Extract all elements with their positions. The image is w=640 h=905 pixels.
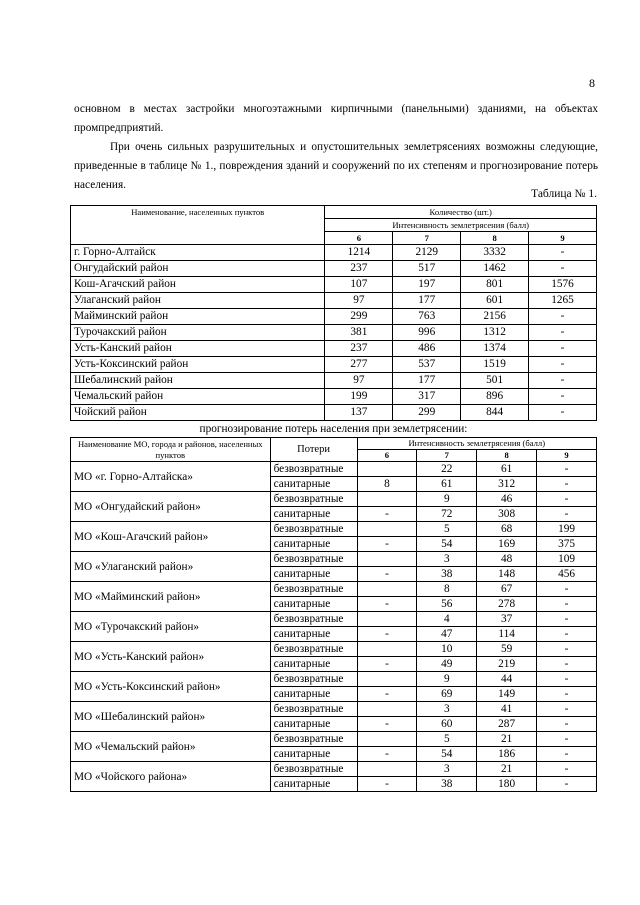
table-row bbox=[71, 522, 597, 537]
loss-type-irrevocable: безвозвратные bbox=[270, 762, 357, 777]
building-count-cell: 3332 bbox=[461, 245, 529, 261]
building-count-cell: 1519 bbox=[461, 357, 529, 373]
building-count-cell: 844 bbox=[461, 405, 529, 421]
intensity-header-cell: 9 bbox=[529, 232, 597, 245]
building-count-cell: 177 bbox=[393, 293, 461, 309]
table-row bbox=[71, 325, 597, 341]
irrevocable-loss-cell bbox=[357, 672, 417, 687]
loss-type-irrevocable: безвозвратные bbox=[270, 552, 357, 567]
building-count-cell: 1312 bbox=[461, 325, 529, 341]
sanitary-loss-cell: - bbox=[537, 507, 597, 522]
sanitary-loss-cell: - bbox=[537, 657, 597, 672]
irrevocable-loss-cell bbox=[357, 642, 417, 657]
irrevocable-loss-cell: 59 bbox=[477, 642, 537, 657]
irrevocable-loss-cell bbox=[357, 552, 417, 567]
irrevocable-loss-cell: 37 bbox=[477, 612, 537, 627]
irrevocable-loss-cell: 3 bbox=[417, 762, 477, 777]
building-count-cell: 1462 bbox=[461, 261, 529, 277]
building-count-cell: 299 bbox=[393, 405, 461, 421]
building-count-cell: - bbox=[529, 357, 597, 373]
irrevocable-loss-cell: - bbox=[537, 762, 597, 777]
sanitary-loss-cell: 308 bbox=[477, 507, 537, 522]
header-losses: Потери bbox=[270, 438, 357, 462]
table-row bbox=[71, 702, 597, 717]
building-count-cell: 237 bbox=[325, 261, 393, 277]
building-count-cell: - bbox=[529, 325, 597, 341]
sanitary-loss-cell: 8 bbox=[357, 477, 417, 492]
sanitary-loss-cell: 186 bbox=[477, 747, 537, 762]
irrevocable-loss-cell: - bbox=[537, 702, 597, 717]
irrevocable-loss-cell: 9 bbox=[417, 492, 477, 507]
table1-caption: Таблица № 1. bbox=[531, 188, 597, 200]
sanitary-loss-cell: - bbox=[357, 657, 417, 672]
sanitary-loss-cell: 287 bbox=[477, 717, 537, 732]
sanitary-loss-cell: - bbox=[357, 567, 417, 582]
irrevocable-loss-cell bbox=[357, 762, 417, 777]
sanitary-loss-cell: - bbox=[537, 777, 597, 792]
mo-name: МО «Майминский район» bbox=[71, 582, 271, 612]
mo-name: МО «Усть-Коксинский район» bbox=[71, 672, 271, 702]
building-count-cell: 801 bbox=[461, 277, 529, 293]
irrevocable-loss-cell: 10 bbox=[417, 642, 477, 657]
settlement-name: Чемальский район bbox=[71, 389, 325, 405]
building-count-cell: - bbox=[529, 405, 597, 421]
irrevocable-loss-cell: 21 bbox=[477, 732, 537, 747]
irrevocable-loss-cell: 3 bbox=[417, 552, 477, 567]
loss-type-irrevocable: безвозвратные bbox=[270, 462, 357, 477]
header-quantity: Количество (шт.) bbox=[325, 206, 597, 219]
sanitary-loss-cell: 312 bbox=[477, 477, 537, 492]
sanitary-loss-cell: - bbox=[537, 747, 597, 762]
building-count-cell: 237 bbox=[325, 341, 393, 357]
building-count-cell: 537 bbox=[393, 357, 461, 373]
irrevocable-loss-cell: - bbox=[537, 492, 597, 507]
sanitary-loss-cell: - bbox=[537, 687, 597, 702]
intensity-header-cell: 8 bbox=[461, 232, 529, 245]
building-count-cell: 501 bbox=[461, 373, 529, 389]
building-count-cell: 517 bbox=[393, 261, 461, 277]
irrevocable-loss-cell bbox=[357, 522, 417, 537]
table-row bbox=[71, 309, 597, 325]
irrevocable-loss-cell bbox=[357, 732, 417, 747]
irrevocable-loss-cell: 22 bbox=[417, 462, 477, 477]
intensity-header-cell: 6 bbox=[357, 450, 417, 462]
sanitary-loss-cell: 49 bbox=[417, 657, 477, 672]
loss-type-sanitary: санитарные bbox=[270, 627, 357, 642]
building-count-cell: 317 bbox=[393, 389, 461, 405]
irrevocable-loss-cell: 3 bbox=[417, 702, 477, 717]
header-intensity-2: Интенсивность землетрясения (балл) bbox=[357, 438, 596, 450]
building-count-cell: 299 bbox=[325, 309, 393, 325]
mo-name: МО «Улаганский район» bbox=[71, 552, 271, 582]
header-intensity: Интенсивность землетрясения (балл) bbox=[325, 219, 597, 232]
sanitary-loss-cell: - bbox=[357, 747, 417, 762]
building-count-cell: 1576 bbox=[529, 277, 597, 293]
irrevocable-loss-cell: - bbox=[537, 672, 597, 687]
table-row bbox=[71, 552, 597, 567]
building-count-cell: 2129 bbox=[393, 245, 461, 261]
table-row bbox=[71, 462, 597, 477]
sanitary-loss-cell: 114 bbox=[477, 627, 537, 642]
loss-type-sanitary: санитарные bbox=[270, 597, 357, 612]
settlement-name: Чойский район bbox=[71, 405, 325, 421]
intensity-header-cell: 7 bbox=[393, 232, 461, 245]
irrevocable-loss-cell bbox=[357, 702, 417, 717]
sanitary-loss-cell: - bbox=[357, 717, 417, 732]
header-mo: Наименование МО, города и районов, населенных пунктов bbox=[71, 438, 271, 462]
building-count-cell: - bbox=[529, 245, 597, 261]
irrevocable-loss-cell: - bbox=[537, 642, 597, 657]
mo-name: МО «Шебалинский район» bbox=[71, 702, 271, 732]
settlement-name: Майминский район bbox=[71, 309, 325, 325]
buildings-damage-table bbox=[70, 205, 597, 421]
irrevocable-loss-cell: 41 bbox=[477, 702, 537, 717]
sanitary-loss-cell: - bbox=[357, 597, 417, 612]
sanitary-loss-cell: - bbox=[357, 777, 417, 792]
table-row bbox=[71, 582, 597, 597]
mo-name: МО «Онгудайский район» bbox=[71, 492, 271, 522]
sanitary-loss-cell: - bbox=[357, 507, 417, 522]
irrevocable-loss-cell: 61 bbox=[477, 462, 537, 477]
irrevocable-loss-cell bbox=[357, 462, 417, 477]
loss-type-sanitary: санитарные bbox=[270, 567, 357, 582]
loss-type-irrevocable: безвозвратные bbox=[270, 582, 357, 597]
building-count-cell: 486 bbox=[393, 341, 461, 357]
table-row bbox=[71, 341, 597, 357]
loss-type-sanitary: санитарные bbox=[270, 717, 357, 732]
settlement-name: Усть-Коксинский район bbox=[71, 357, 325, 373]
irrevocable-loss-cell: - bbox=[537, 732, 597, 747]
building-count-cell: 97 bbox=[325, 373, 393, 389]
building-count-cell: 763 bbox=[393, 309, 461, 325]
building-count-cell: 381 bbox=[325, 325, 393, 341]
loss-type-sanitary: санитарные bbox=[270, 477, 357, 492]
table-row bbox=[71, 612, 597, 627]
table-row bbox=[71, 245, 597, 261]
irrevocable-loss-cell: 4 bbox=[417, 612, 477, 627]
page-number: 8 bbox=[589, 76, 595, 90]
irrevocable-loss-cell: 48 bbox=[477, 552, 537, 567]
loss-type-irrevocable: безвозвратные bbox=[270, 702, 357, 717]
irrevocable-loss-cell: 5 bbox=[417, 732, 477, 747]
table-row bbox=[71, 277, 597, 293]
building-count-cell: 1214 bbox=[325, 245, 393, 261]
irrevocable-loss-cell: 8 bbox=[417, 582, 477, 597]
settlement-name: Усть-Канский район bbox=[71, 341, 325, 357]
sanitary-loss-cell: - bbox=[357, 627, 417, 642]
settlement-name: Улаганский район bbox=[71, 293, 325, 309]
sanitary-loss-cell: 60 bbox=[417, 717, 477, 732]
irrevocable-loss-cell: 67 bbox=[477, 582, 537, 597]
loss-type-sanitary: санитарные bbox=[270, 747, 357, 762]
header-settlement: Наименование, населенных пунктов bbox=[71, 206, 325, 245]
intensity-header-cell: 6 bbox=[325, 232, 393, 245]
table-row bbox=[71, 293, 597, 309]
sanitary-loss-cell: 375 bbox=[537, 537, 597, 552]
sanitary-loss-cell: - bbox=[537, 627, 597, 642]
building-count-cell: 996 bbox=[393, 325, 461, 341]
mo-name: МО «Чойского района» bbox=[71, 762, 271, 792]
building-count-cell: - bbox=[529, 341, 597, 357]
building-count-cell: 277 bbox=[325, 357, 393, 373]
irrevocable-loss-cell: - bbox=[537, 582, 597, 597]
irrevocable-loss-cell: - bbox=[537, 612, 597, 627]
table-row bbox=[71, 405, 597, 421]
sanitary-loss-cell: 149 bbox=[477, 687, 537, 702]
settlement-name: Онгудайский район bbox=[71, 261, 325, 277]
building-count-cell: 2156 bbox=[461, 309, 529, 325]
building-count-cell: 1374 bbox=[461, 341, 529, 357]
building-count-cell: 107 bbox=[325, 277, 393, 293]
table-row bbox=[71, 389, 597, 405]
loss-type-irrevocable: безвозвратные bbox=[270, 642, 357, 657]
loss-type-sanitary: санитарные bbox=[270, 777, 357, 792]
table-row bbox=[71, 373, 597, 389]
losses-title: прогнозирование потерь населения при землетрясении: bbox=[199, 423, 468, 435]
building-count-cell: 199 bbox=[325, 389, 393, 405]
table-row bbox=[71, 357, 597, 373]
sanitary-loss-cell: 72 bbox=[417, 507, 477, 522]
settlement-name: Турочакский район bbox=[71, 325, 325, 341]
mo-name: МО «Кош-Агачский район» bbox=[71, 522, 271, 552]
sanitary-loss-cell: - bbox=[357, 537, 417, 552]
sanitary-loss-cell: 54 bbox=[417, 537, 477, 552]
loss-type-sanitary: санитарные bbox=[270, 537, 357, 552]
sanitary-loss-cell: 278 bbox=[477, 597, 537, 612]
irrevocable-loss-cell: 68 bbox=[477, 522, 537, 537]
building-count-cell: 601 bbox=[461, 293, 529, 309]
mo-name: МО «г. Горно-Алтайска» bbox=[71, 462, 271, 492]
settlement-name: Шебалинский район bbox=[71, 373, 325, 389]
table-row bbox=[71, 261, 597, 277]
irrevocable-loss-cell: 109 bbox=[537, 552, 597, 567]
building-count-cell: - bbox=[529, 309, 597, 325]
building-count-cell: - bbox=[529, 261, 597, 277]
sanitary-loss-cell: 61 bbox=[417, 477, 477, 492]
sanitary-loss-cell: 148 bbox=[477, 567, 537, 582]
mo-name: МО «Усть-Канский район» bbox=[71, 642, 271, 672]
irrevocable-loss-cell: 199 bbox=[537, 522, 597, 537]
paragraph-continuation: основном в местах застройки многоэтажными кирпичными (панельными) зданиями, на объектах промпредприятий. bbox=[74, 103, 598, 134]
loss-type-sanitary: санитарные bbox=[270, 657, 357, 672]
intensity-header-cell: 7 bbox=[417, 450, 477, 462]
irrevocable-loss-cell: 21 bbox=[477, 762, 537, 777]
intensity-header-cell: 8 bbox=[477, 450, 537, 462]
building-count-cell: 97 bbox=[325, 293, 393, 309]
table-row bbox=[71, 762, 597, 777]
building-count-cell: - bbox=[529, 373, 597, 389]
building-count-cell: 177 bbox=[393, 373, 461, 389]
irrevocable-loss-cell: 44 bbox=[477, 672, 537, 687]
sanitary-loss-cell: - bbox=[537, 597, 597, 612]
table-row bbox=[71, 672, 597, 687]
sanitary-loss-cell: 38 bbox=[417, 567, 477, 582]
sanitary-loss-cell: 47 bbox=[417, 627, 477, 642]
table-row bbox=[71, 732, 597, 747]
irrevocable-loss-cell: 5 bbox=[417, 522, 477, 537]
irrevocable-loss-cell bbox=[357, 612, 417, 627]
paragraph-intro: При очень сильных разрушительных и опустошительных землетрясениях возможны следующие, приведенные в таблице № 1., повреждения зданий и сооружений по их степеням и прогнозирование потерь населения. bbox=[74, 141, 598, 191]
mo-name: МО «Чемальский район» bbox=[71, 732, 271, 762]
sanitary-loss-cell: 54 bbox=[417, 747, 477, 762]
loss-type-irrevocable: безвозвратные bbox=[270, 612, 357, 627]
building-count-cell: 137 bbox=[325, 405, 393, 421]
irrevocable-loss-cell: - bbox=[537, 462, 597, 477]
loss-type-irrevocable: безвозвратные bbox=[270, 492, 357, 507]
table-row bbox=[71, 642, 597, 657]
sanitary-loss-cell: 456 bbox=[537, 567, 597, 582]
sanitary-loss-cell: - bbox=[537, 717, 597, 732]
irrevocable-loss-cell: 46 bbox=[477, 492, 537, 507]
loss-type-irrevocable: безвозвратные bbox=[270, 732, 357, 747]
mo-name: МО «Турочакский район» bbox=[71, 612, 271, 642]
building-count-cell: 896 bbox=[461, 389, 529, 405]
loss-type-sanitary: санитарные bbox=[270, 507, 357, 522]
loss-type-irrevocable: безвозвратные bbox=[270, 522, 357, 537]
loss-type-irrevocable: безвозвратные bbox=[270, 672, 357, 687]
irrevocable-loss-cell bbox=[357, 582, 417, 597]
sanitary-loss-cell: - bbox=[357, 687, 417, 702]
settlement-name: г. Горно-Алтайск bbox=[71, 245, 325, 261]
building-count-cell: 1265 bbox=[529, 293, 597, 309]
intensity-header-cell: 9 bbox=[537, 450, 597, 462]
sanitary-loss-cell: 38 bbox=[417, 777, 477, 792]
table-row bbox=[71, 492, 597, 507]
building-count-cell: 197 bbox=[393, 277, 461, 293]
loss-type-sanitary: санитарные bbox=[270, 687, 357, 702]
sanitary-loss-cell: 219 bbox=[477, 657, 537, 672]
irrevocable-loss-cell: 9 bbox=[417, 672, 477, 687]
irrevocable-loss-cell bbox=[357, 492, 417, 507]
sanitary-loss-cell: 180 bbox=[477, 777, 537, 792]
sanitary-loss-cell: 69 bbox=[417, 687, 477, 702]
sanitary-loss-cell: - bbox=[537, 477, 597, 492]
settlement-name: Кош-Агачский район bbox=[71, 277, 325, 293]
population-losses-table bbox=[70, 437, 597, 792]
building-count-cell: - bbox=[529, 389, 597, 405]
sanitary-loss-cell: 56 bbox=[417, 597, 477, 612]
sanitary-loss-cell: 169 bbox=[477, 537, 537, 552]
